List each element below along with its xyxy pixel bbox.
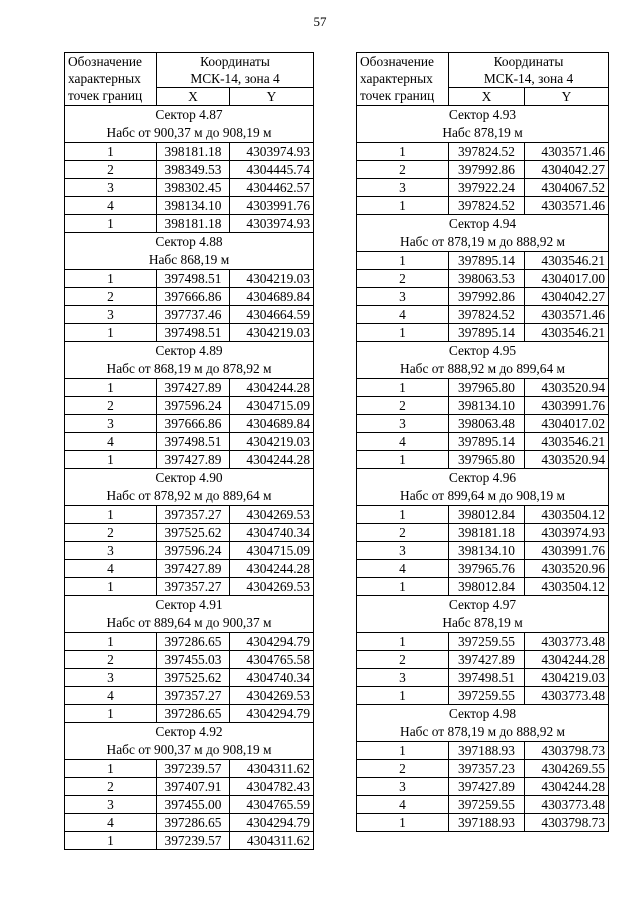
y-coordinate-cell: 4304445.74 [230,161,314,179]
table-row [357,288,609,306]
x-coordinate-cell: 397357.27 [157,687,230,705]
sector-height: Набс от 900,37 м до 908,19 м [65,124,314,143]
x-coordinate-cell: 397239.57 [157,832,230,850]
x-coordinate-cell: 398012.84 [449,578,525,596]
x-coordinate-cell: 398134.10 [449,397,525,415]
table-row [65,633,314,651]
point-number-cell: 1 [357,742,449,760]
point-number-cell: 2 [65,524,157,542]
y-coordinate-cell: 4303504.12 [525,506,609,524]
x-coordinate-cell: 397824.52 [449,197,525,215]
point-number-cell: 1 [65,451,157,469]
x-coordinate-cell: 397357.23 [449,760,525,778]
y-coordinate-cell: 4304311.62 [230,832,314,850]
x-coordinate-cell: 398349.53 [157,161,230,179]
x-coordinate-cell: 397992.86 [449,288,525,306]
table-row [357,742,609,760]
point-number-cell: 1 [65,705,157,723]
table-row [65,306,314,324]
table-row [65,560,314,578]
y-coordinate-cell: 4304219.03 [230,270,314,288]
point-number-cell: 2 [357,524,449,542]
point-number-cell: 4 [65,197,157,215]
table-row [65,542,314,560]
table-row [357,687,609,705]
designation-header [357,53,449,106]
point-number-cell: 3 [65,179,157,197]
y-header: Y [230,88,314,106]
sector-height: Набс 878,19 м [357,614,609,633]
x-coordinate-cell: 397259.55 [449,633,525,651]
point-number-cell: 1 [65,215,157,233]
y-coordinate-cell: 4304244.28 [230,379,314,397]
sector-header-row [65,124,314,143]
x-coordinate-cell: 397824.52 [449,306,525,324]
sector-height: Набс от 889,64 м до 900,37 м [65,614,314,633]
y-coordinate-cell: 4304311.62 [230,760,314,778]
y-coordinate-cell: 4304664.59 [230,306,314,324]
x-coordinate-cell: 397596.24 [157,397,230,415]
point-number-cell: 4 [65,560,157,578]
x-coordinate-cell: 397188.93 [449,742,525,760]
sector-header-row [65,233,314,252]
y-coordinate-cell: 4304219.03 [230,433,314,451]
sector-header-row [357,487,609,506]
table-row [65,760,314,778]
x-coordinate-cell: 397824.52 [449,143,525,161]
table-row [357,633,609,651]
table-row [357,778,609,796]
sector-title: Сектор 4.93 [357,106,609,125]
designation-header-line: точек границ [68,88,143,103]
table-row [65,433,314,451]
point-number-cell: 1 [65,143,157,161]
x-coordinate-cell: 398134.10 [157,197,230,215]
point-number-cell: 2 [357,161,449,179]
x-coordinate-cell: 397188.93 [449,814,525,832]
sector-header-row [65,469,314,488]
x-coordinate-cell: 397666.86 [157,415,230,433]
y-coordinate-cell: 4304740.34 [230,524,314,542]
x-coordinate-cell: 397427.89 [157,560,230,578]
table-row [357,306,609,324]
sector-height: Набс от 878,92 м до 889,64 м [65,487,314,506]
point-number-cell: 4 [65,814,157,832]
y-coordinate-cell: 4304715.09 [230,397,314,415]
point-number-cell: 2 [357,651,449,669]
point-number-cell: 1 [357,252,449,270]
point-number-cell: 1 [357,506,449,524]
table-row [65,215,314,233]
sector-height: Набс 878,19 м [357,124,609,143]
point-number-cell: 1 [357,578,449,596]
table-row [357,814,609,832]
table-row [357,397,609,415]
x-header: X [449,88,525,106]
designation-header-line: характерных [68,71,141,86]
sector-header-row [65,741,314,760]
table-row [357,324,609,342]
x-coordinate-cell: 397498.51 [449,669,525,687]
sector-header-row [357,723,609,742]
x-coordinate-cell: 397895.14 [449,252,525,270]
sector-height: Набс от 900,37 м до 908,19 м [65,741,314,760]
x-coordinate-cell: 397455.00 [157,796,230,814]
x-coordinate-cell: 397427.89 [157,451,230,469]
table-row [65,397,314,415]
table-row [357,179,609,197]
x-coordinate-cell: 397357.27 [157,578,230,596]
y-coordinate-cell: 4304219.03 [525,669,609,687]
y-coordinate-cell: 4304715.09 [230,542,314,560]
point-number-cell: 1 [65,633,157,651]
y-coordinate-cell: 4303991.76 [230,197,314,215]
table-row [357,252,609,270]
y-coordinate-cell: 4304244.28 [525,778,609,796]
table-row [357,197,609,215]
point-number-cell: 1 [65,578,157,596]
y-coordinate-cell: 4303504.12 [525,578,609,596]
point-number-cell: 2 [65,778,157,796]
x-coordinate-cell: 397259.55 [449,687,525,705]
point-number-cell: 1 [65,760,157,778]
sector-header-row [357,124,609,143]
x-coordinate-cell: 397596.24 [157,542,230,560]
y-coordinate-cell: 4304689.84 [230,288,314,306]
y-coordinate-cell: 4303571.46 [525,306,609,324]
y-coordinate-cell: 4303798.73 [525,814,609,832]
point-number-cell: 1 [65,832,157,850]
point-number-cell: 3 [357,415,449,433]
sector-height: Набс от 888,92 м до 899,64 м [357,360,609,379]
y-coordinate-cell: 4304042.27 [525,161,609,179]
table-row [65,197,314,215]
x-coordinate-cell: 397286.65 [157,633,230,651]
point-number-cell: 1 [65,506,157,524]
table-row [65,179,314,197]
y-coordinate-cell: 4303571.46 [525,197,609,215]
point-number-cell: 2 [65,651,157,669]
point-number-cell: 3 [357,669,449,687]
sector-header-row [65,614,314,633]
sector-header-row [357,233,609,252]
point-number-cell: 4 [357,796,449,814]
table-row [65,506,314,524]
x-coordinate-cell: 397737.46 [157,306,230,324]
x-coordinate-cell: 398134.10 [449,542,525,560]
y-coordinate-cell: 4303546.21 [525,324,609,342]
sector-title: Сектор 4.97 [357,596,609,615]
point-number-cell: 1 [357,633,449,651]
sector-title: Сектор 4.88 [65,233,314,252]
table-row [357,760,609,778]
sector-height: Набс от 868,19 м до 878,92 м [65,360,314,379]
table-row [65,578,314,596]
table-header-row [357,53,609,71]
designation-header-line: характерных [360,71,433,86]
x-coordinate-cell: 398181.18 [157,143,230,161]
y-header: Y [525,88,609,106]
x-coordinate-cell: 397239.57 [157,760,230,778]
x-coordinate-cell: 397259.55 [449,796,525,814]
sector-height: Набс от 899,64 м до 908,19 м [357,487,609,506]
point-number-cell: 4 [357,560,449,578]
point-number-cell: 3 [357,288,449,306]
point-number-cell: 1 [357,379,449,397]
designation-header-line: точек границ [360,88,435,103]
x-coordinate-cell: 397992.86 [449,161,525,179]
y-coordinate-cell: 4303991.76 [525,397,609,415]
sector-header-row [65,723,314,742]
sector-title: Сектор 4.87 [65,106,314,125]
point-number-cell: 4 [65,687,157,705]
sector-title: Сектор 4.92 [65,723,314,742]
y-coordinate-cell: 4304294.79 [230,705,314,723]
sector-header-row [65,251,314,270]
table-row [65,814,314,832]
point-number-cell: 4 [357,433,449,451]
table-row [357,379,609,397]
x-coordinate-cell: 397498.51 [157,324,230,342]
x-coordinate-cell: 397427.89 [449,778,525,796]
point-number-cell: 3 [65,415,157,433]
point-number-cell: 2 [357,270,449,288]
table-row [65,796,314,814]
table-row [65,451,314,469]
sector-header-row [65,487,314,506]
coordinates-header-line: Координаты [157,53,314,71]
y-coordinate-cell: 4304269.53 [230,687,314,705]
x-coordinate-cell: 397498.51 [157,433,230,451]
coordinates-system-header: МСК-14, зона 4 [449,70,609,88]
table-row [357,143,609,161]
point-number-cell: 2 [357,397,449,415]
y-coordinate-cell: 4304244.28 [230,560,314,578]
sector-title: Сектор 4.90 [65,469,314,488]
y-coordinate-cell: 4304269.53 [230,506,314,524]
sector-header-row [357,106,609,125]
sector-title: Сектор 4.89 [65,342,314,361]
y-coordinate-cell: 4304269.55 [525,760,609,778]
table-row [65,161,314,179]
y-coordinate-cell: 4303546.21 [525,252,609,270]
point-number-cell: 1 [65,270,157,288]
coordinates-table-right [356,52,609,832]
table-row [65,288,314,306]
x-coordinate-cell: 397525.62 [157,524,230,542]
x-coordinate-cell: 397286.65 [157,705,230,723]
table-row [357,415,609,433]
sector-header-row [357,215,609,234]
x-coordinate-cell: 398181.18 [449,524,525,542]
x-coordinate-cell: 397455.03 [157,651,230,669]
sector-height: Набс от 878,19 м до 888,92 м [357,233,609,252]
y-coordinate-cell: 4303991.76 [525,542,609,560]
table-row [65,687,314,705]
point-number-cell: 3 [357,778,449,796]
designation-header-line: Обозначение [68,54,142,69]
table-row [357,524,609,542]
table-row [357,542,609,560]
table-row [65,324,314,342]
y-coordinate-cell: 4304017.02 [525,415,609,433]
x-coordinate-cell: 397965.80 [449,379,525,397]
sector-title: Сектор 4.98 [357,705,609,724]
table-row [65,705,314,723]
y-coordinate-cell: 4303974.93 [525,524,609,542]
y-coordinate-cell: 4303974.93 [230,215,314,233]
coordinates-system-header: МСК-14, зона 4 [157,70,314,88]
x-coordinate-cell: 397525.62 [157,669,230,687]
y-coordinate-cell: 4304244.28 [230,451,314,469]
sector-header-row [65,106,314,125]
x-coordinate-cell: 397965.76 [449,560,525,578]
point-number-cell: 3 [65,669,157,687]
x-coordinate-cell: 397666.86 [157,288,230,306]
sector-title: Сектор 4.91 [65,596,314,615]
y-coordinate-cell: 4304294.79 [230,633,314,651]
sector-header-row [357,469,609,488]
x-coordinate-cell: 398063.48 [449,415,525,433]
y-coordinate-cell: 4304462.57 [230,179,314,197]
y-coordinate-cell: 4304765.59 [230,796,314,814]
point-number-cell: 2 [65,397,157,415]
table-row [65,524,314,542]
x-coordinate-cell: 398181.18 [157,215,230,233]
point-number-cell: 1 [65,324,157,342]
table-row [65,415,314,433]
x-coordinate-cell: 398012.84 [449,506,525,524]
y-coordinate-cell: 4304219.03 [230,324,314,342]
sector-header-row [357,705,609,724]
point-number-cell: 1 [357,143,449,161]
x-coordinate-cell: 397286.65 [157,814,230,832]
page-number: 57 [313,14,327,29]
sector-header-row [65,596,314,615]
table-row [65,778,314,796]
y-coordinate-cell: 4304689.84 [230,415,314,433]
point-number-cell: 1 [357,814,449,832]
sector-header-row [357,596,609,615]
sector-header-row [65,360,314,379]
point-number-cell: 1 [357,197,449,215]
table-row [357,433,609,451]
y-coordinate-cell: 4303520.94 [525,379,609,397]
sector-height: Набс 868,19 м [65,251,314,270]
y-coordinate-cell: 4304782.43 [230,778,314,796]
point-number-cell: 4 [65,433,157,451]
x-coordinate-cell: 397357.27 [157,506,230,524]
y-coordinate-cell: 4304294.79 [230,814,314,832]
y-coordinate-cell: 4304042.27 [525,288,609,306]
table-row [357,669,609,687]
y-coordinate-cell: 4303798.73 [525,742,609,760]
table-row [357,560,609,578]
sector-header-row [357,614,609,633]
y-coordinate-cell: 4303520.94 [525,451,609,469]
table-row [65,669,314,687]
designation-header-line: Обозначение [360,54,434,69]
sector-header-row [357,360,609,379]
x-coordinate-cell: 397427.89 [449,651,525,669]
table-row [357,578,609,596]
y-coordinate-cell: 4303773.48 [525,633,609,651]
point-number-cell: 4 [357,306,449,324]
sector-title: Сектор 4.96 [357,469,609,488]
sector-title: Сектор 4.94 [357,215,609,234]
x-coordinate-cell: 397895.14 [449,324,525,342]
table-row [357,506,609,524]
y-coordinate-cell: 4304244.28 [525,651,609,669]
x-coordinate-cell: 397407.91 [157,778,230,796]
coordinates-table-left [64,52,314,850]
sector-header-row [65,342,314,361]
y-coordinate-cell: 4304017.00 [525,270,609,288]
y-coordinate-cell: 4304269.53 [230,578,314,596]
y-coordinate-cell: 4303571.46 [525,143,609,161]
y-coordinate-cell: 4303773.48 [525,687,609,705]
x-coordinate-cell: 398302.45 [157,179,230,197]
point-number-cell: 1 [357,451,449,469]
table-row [357,451,609,469]
point-number-cell: 3 [357,542,449,560]
point-number-cell: 2 [357,760,449,778]
point-number-cell: 1 [357,324,449,342]
table-row [357,270,609,288]
x-coordinate-cell: 397922.24 [449,179,525,197]
sector-height: Набс от 878,19 м до 888,92 м [357,723,609,742]
point-number-cell: 3 [357,179,449,197]
x-header: X [157,88,230,106]
coordinates-header-line: Координаты [449,53,609,71]
point-number-cell: 3 [65,796,157,814]
x-coordinate-cell: 397965.80 [449,451,525,469]
point-number-cell: 2 [65,288,157,306]
table-header-row [65,53,314,71]
x-coordinate-cell: 397498.51 [157,270,230,288]
point-number-cell: 3 [65,306,157,324]
table-row [357,796,609,814]
sector-title: Сектор 4.95 [357,342,609,361]
y-coordinate-cell: 4304067.52 [525,179,609,197]
y-coordinate-cell: 4304765.58 [230,651,314,669]
table-row [65,143,314,161]
table-row [65,651,314,669]
x-coordinate-cell: 398063.53 [449,270,525,288]
y-coordinate-cell: 4303520.96 [525,560,609,578]
point-number-cell: 1 [65,379,157,397]
y-coordinate-cell: 4303974.93 [230,143,314,161]
sector-header-row [357,342,609,361]
x-coordinate-cell: 397895.14 [449,433,525,451]
designation-header [65,53,157,106]
table-row [357,161,609,179]
y-coordinate-cell: 4303546.21 [525,433,609,451]
point-number-cell: 1 [357,687,449,705]
y-coordinate-cell: 4303773.48 [525,796,609,814]
point-number-cell: 2 [65,161,157,179]
x-coordinate-cell: 397427.89 [157,379,230,397]
y-coordinate-cell: 4304740.34 [230,669,314,687]
table-row [65,832,314,850]
table-row [65,379,314,397]
table-row [357,651,609,669]
table-row [65,270,314,288]
point-number-cell: 3 [65,542,157,560]
